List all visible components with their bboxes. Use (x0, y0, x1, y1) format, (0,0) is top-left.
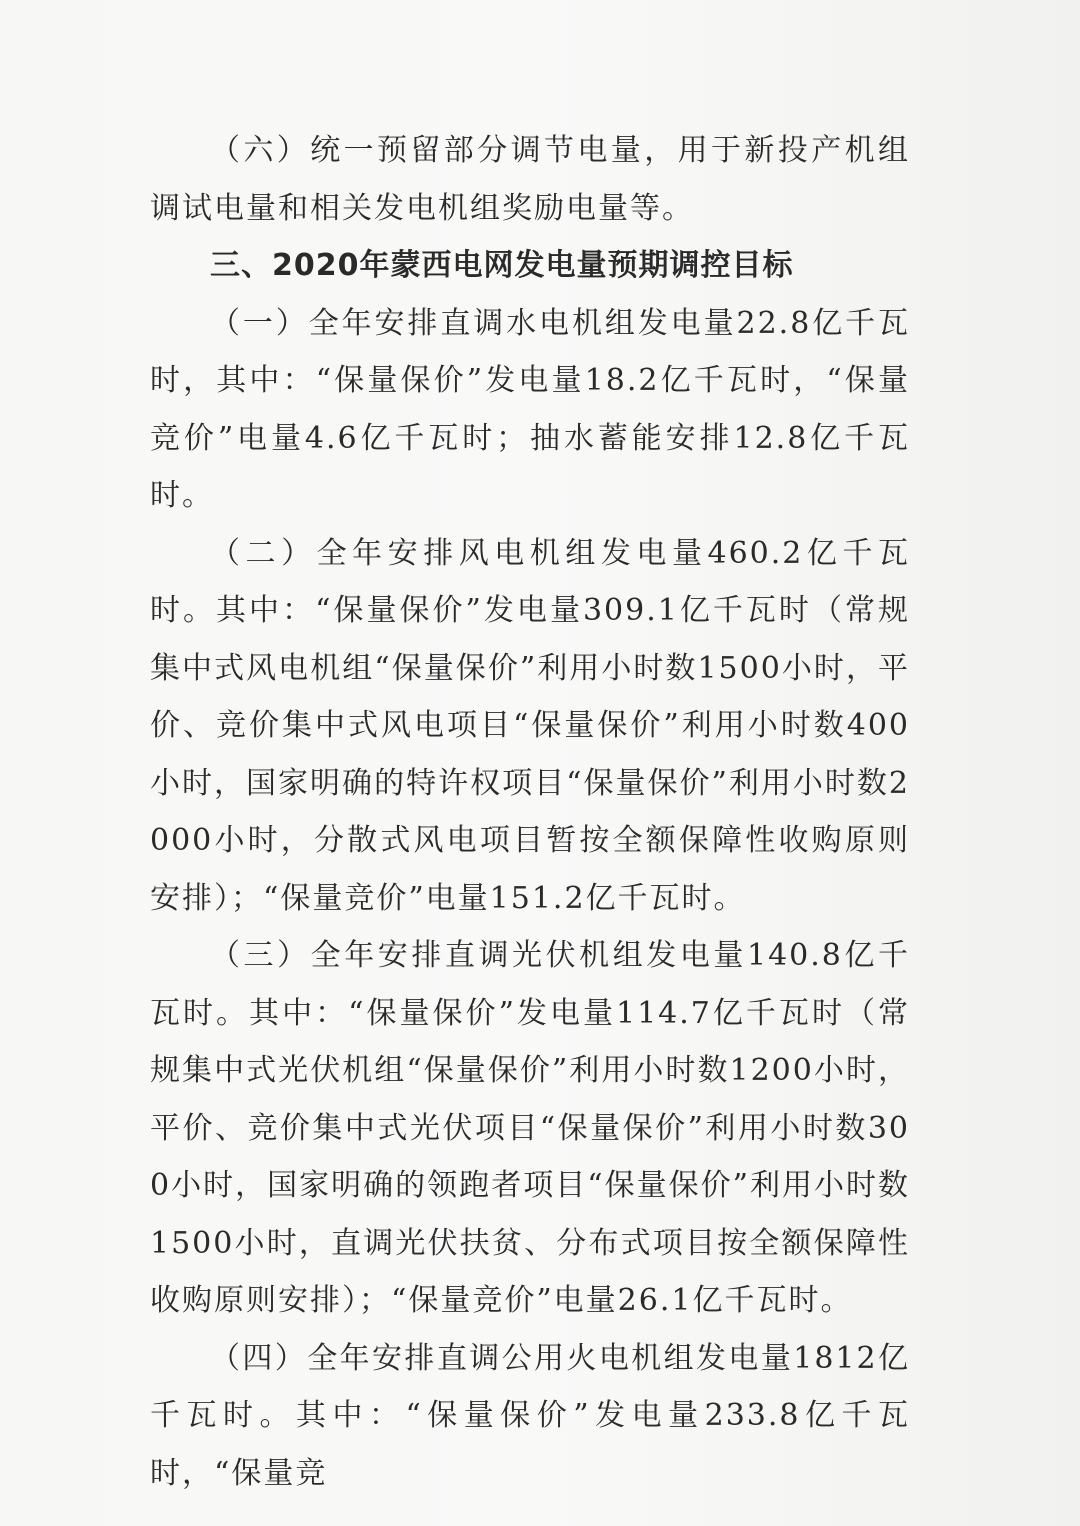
paragraph-hydro-power: （一）全年安排直调水电机组发电量22.8亿千瓦时，其中：“保量保价”发电量18.2亿千瓦时，“保量竞价”电量4.6亿千瓦时；抽水蓄能安排12.8亿千瓦时。 (150, 305, 910, 513)
paragraph-wind-power: （二）全年安排风电机组发电量460.2亿千瓦时。其中：“保量保价”发电量309.1亿千瓦时（常规集中式风电机组“保量保价”利用小时数1500小时，平价、竞价集中式风电项目“保量保价”利用小时数400小时，国家明确的特许权项目“保量保价”利用小时数2000小时，分散式风电项目暂按全额保障性收购原则安排）；“保量竞价”电量151.2亿千瓦时。 (150, 535, 910, 916)
document-body (150, 122, 910, 1502)
paragraph-reserve-adjustment: （六）统一预留部分调节电量，用于新投产机组调试电量和相关发电机组奖励电量等。 (150, 133, 910, 226)
paragraph-solar-power: （三）全年安排直调光伏机组发电量140.8亿千瓦时。其中：“保量保价”发电量114.7亿千瓦时（常规集中式光伏机组“保量保价”利用小时数1200小时，平价、竞价集中式光伏项目“保量保价”利用小时数300小时，国家明确的领跑者项目“保量保价”利用小时数1500小时，直调光伏扶贫、分布式项目按全额保障性收购原则安排）；“保量竞价”电量26.1亿千瓦时。 (150, 938, 910, 1318)
paragraph-thermal-power: （四）全年安排直调公用火电机组发电量1812亿千瓦时。其中：“保量保价”发电量233.8亿千瓦时，“保量竞 (150, 1340, 910, 1491)
section-heading-2020-targets: 三、2020年蒙西电网发电量预期调控目标 (210, 248, 794, 283)
